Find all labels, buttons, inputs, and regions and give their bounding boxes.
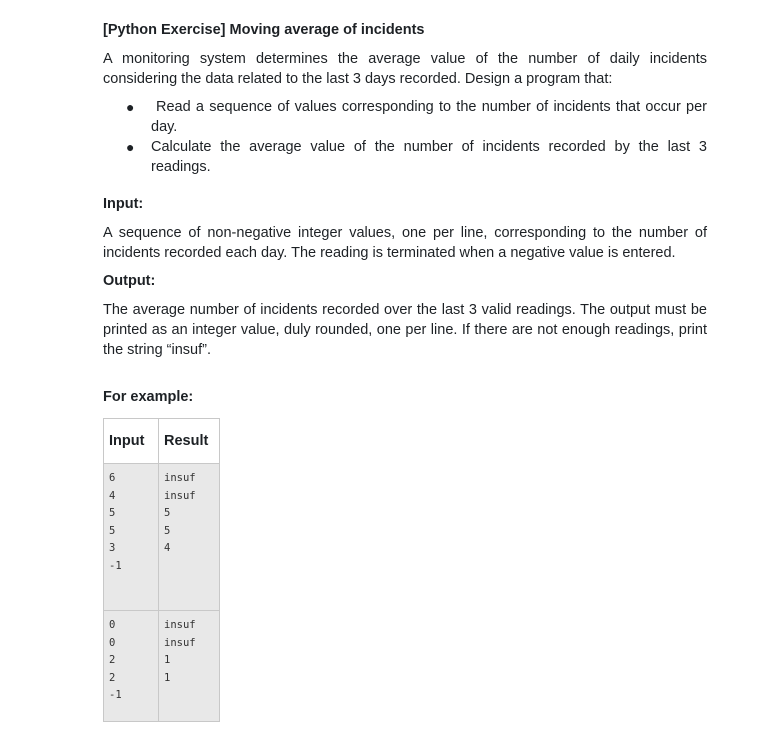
table-row — [104, 464, 220, 611]
input-line: -1 — [109, 689, 122, 702]
result-line: 5 — [164, 524, 171, 537]
input-cell — [104, 464, 159, 611]
result-line: 5 — [164, 507, 171, 520]
input-line: 6 — [109, 472, 116, 484]
input-line: 2 — [109, 671, 116, 684]
bullet-icon: ● — [126, 139, 135, 155]
list-item-text: Read a sequence of values corresponding to the number of incidents that occur per day. — [151, 99, 707, 135]
result-line: insuf — [164, 619, 196, 631]
input-description: A sequence of non-negative integer values, one per line, corresponding to the number of incidents recorded each day. The reading is terminated when a negative value is entered. — [103, 225, 707, 261]
list-item-text: Calculate the average value of the number of incidents recorded by the last 3 readings. — [151, 139, 707, 175]
example-heading: For example: — [103, 389, 194, 405]
table-row — [104, 611, 220, 722]
result-line: 1 — [164, 671, 171, 684]
input-line: -1 — [109, 559, 122, 572]
input-cell — [104, 611, 159, 722]
result-line: insuf — [164, 489, 196, 502]
input-line: 0 — [109, 636, 116, 649]
input-line: 2 — [109, 654, 116, 667]
input-line: 5 — [109, 507, 116, 520]
example-table — [103, 418, 220, 722]
column-header-input: Input — [104, 419, 159, 464]
input-line: 5 — [109, 524, 116, 537]
bullet-icon: ● — [126, 99, 135, 115]
result-line: insuf — [164, 636, 196, 649]
input-line: 0 — [109, 619, 116, 631]
input-line: 3 — [109, 542, 116, 555]
list-item — [103, 137, 707, 177]
output-heading: Output: — [103, 273, 156, 289]
list-item — [103, 97, 707, 137]
exercise-title: [Python Exercise] Moving average of incidents — [103, 22, 425, 38]
output-description: The average number of incidents recorded over the last 3 valid readings. The output must be printed as an integer value, duly rounded, one per line. If there are not enough readings, print the string “insuf”. — [103, 302, 707, 358]
column-header-result: Result — [159, 419, 220, 464]
result-line: 1 — [164, 654, 171, 667]
result-line: insuf — [164, 472, 196, 484]
requirements-list — [103, 97, 707, 177]
result-line: 4 — [164, 542, 171, 555]
input-heading: Input: — [103, 196, 144, 212]
intro-paragraph: A monitoring system determines the average value of the number of daily incidents considering the data related to the last 3 days recorded. Design a program that: — [103, 51, 707, 87]
result-cell — [159, 464, 220, 611]
input-line: 4 — [109, 489, 116, 502]
result-cell — [159, 611, 220, 722]
table-header-row — [104, 419, 220, 464]
